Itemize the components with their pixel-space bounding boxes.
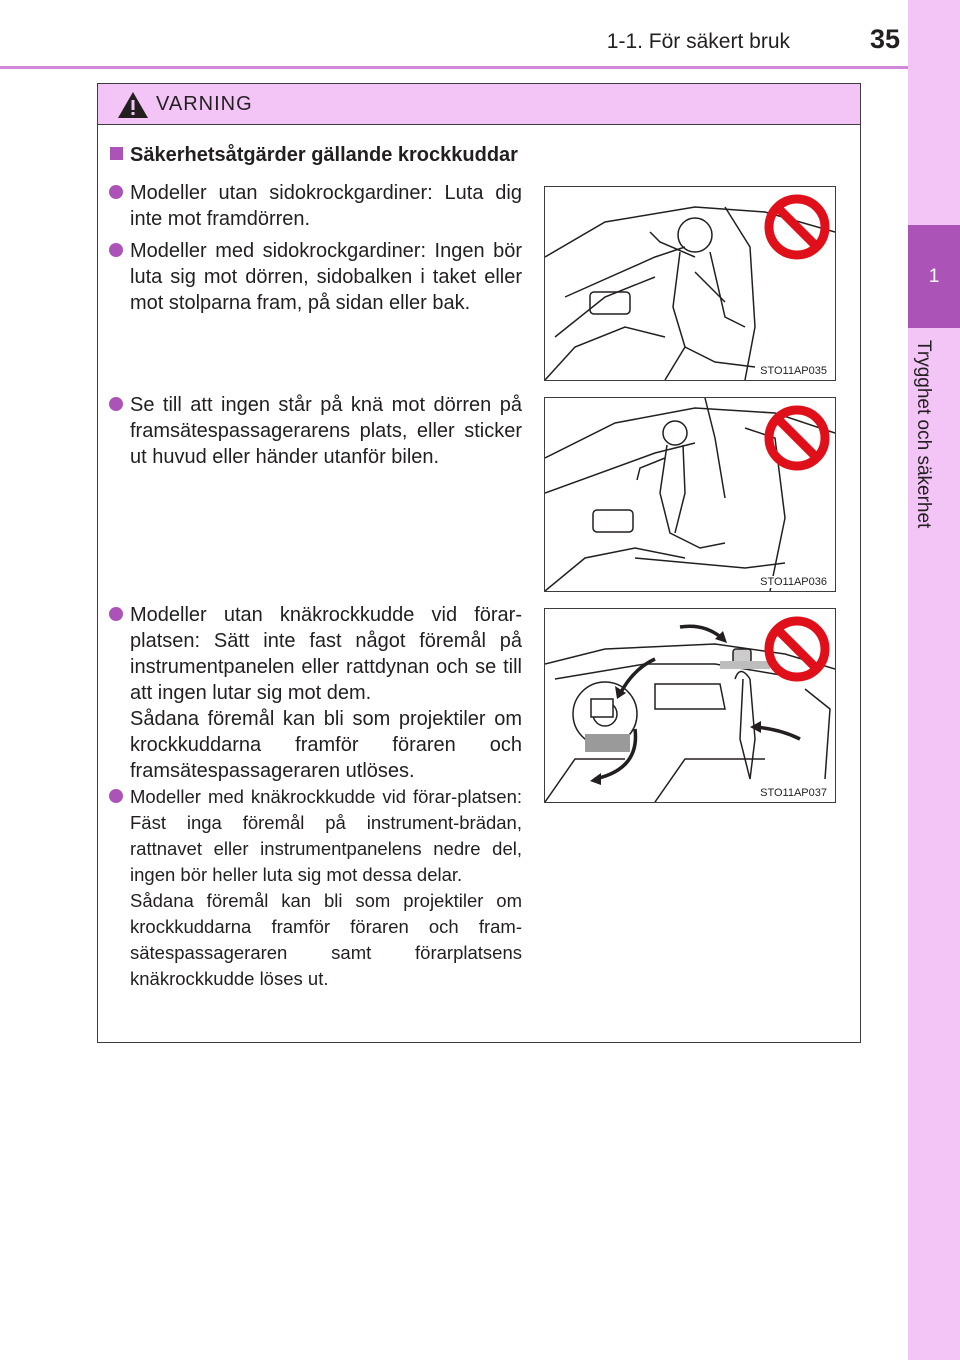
list-item [109,602,522,784]
list-item [109,238,522,316]
list-item-note: Sådana föremål kan bli som projektiler om krockkuddarna framför föraren och fram-sätespassageraren samt förarplatsens knäkrockkudde löses ut. [130,890,522,989]
list-item-text: Modeller utan knäkrockkudde vid förar-platsen: Sätt inte fast något föremål på instrumentpanelen eller rattdynan och se till att ingen lutar sig mot dem. [130,604,522,704]
prohibition-icon [763,193,831,261]
header-divider [0,66,908,69]
warning-triangle-icon [116,90,150,120]
list-item-body [130,784,522,992]
list-item-note: Sådana föremål kan bli som projektiler om krockkuddarna framför föraren och framsätespassageraren utlöses. [130,708,522,782]
list-item-body [130,602,522,784]
prohibition-icon [763,404,831,472]
figure-kneeling-on-seat [544,397,836,592]
figure-code: STO11AP037 [760,787,827,799]
page-number: 35 [869,24,900,54]
bullet-icon [109,243,123,257]
list-item [109,784,522,992]
list-item-text: Modeller med knäkrockkudde vid förar-platsen: Fäst inga föremål på instrument-brädan, rattnavet eller instrumentpanelens nedre del, ingen bör heller luta sig mot dessa delar. [130,786,522,885]
list-item-text: Modeller med sidokrockgardiner: Ingen bör luta sig mot dörren, sidobalken i taket eller mot stolparna fram, på sidan eller bak. [130,240,522,314]
figure-dashboard-objects [544,608,836,803]
section-heading [110,144,518,167]
figure-leaning-on-door [544,186,836,381]
warning-header [98,84,860,125]
chapter-number-tab [908,225,960,328]
bullet-icon [109,789,123,803]
warning-box [97,83,861,1043]
prohibition-icon [763,615,831,683]
chapter-side-tab [908,0,960,1360]
chapter-title: Trygghet och säkerhet [913,340,934,529]
chapter-number: 1 [928,265,940,287]
square-bullet-icon [110,147,123,160]
warning-label: VARNING [156,93,253,115]
section-heading-text: Säkerhetsåtgärder gällande krockkuddar [130,144,518,166]
list-item-text: Modeller utan sidokrockgardiner: Luta dig inte mot framdörren. [130,182,522,230]
bullet-icon [109,397,123,411]
figure-code: STO11AP036 [760,576,827,588]
list-item-text: Se till att ingen står på knä mot dörren på framsätespassagerarens plats, eller sticker ut huvud eller händer utanför bilen. [130,394,522,468]
list-item [109,180,522,232]
bullet-icon [109,607,123,621]
figure-code: STO11AP035 [760,365,827,377]
list-item [109,392,522,470]
bullet-icon [109,185,123,199]
section-title: 1-1. För säkert bruk [606,30,790,53]
